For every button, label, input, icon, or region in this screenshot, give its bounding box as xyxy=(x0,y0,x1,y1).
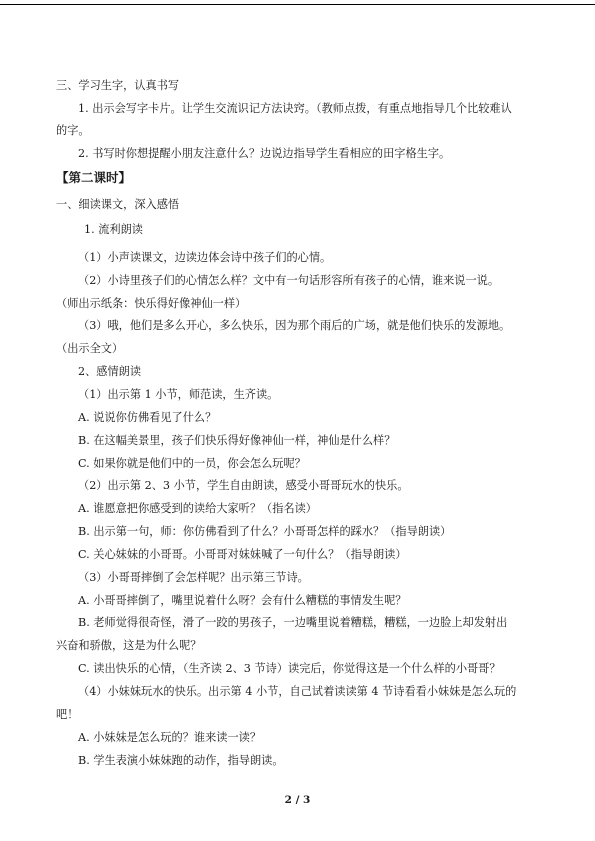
paragraph-line: 2. 书写时你想提醒小朋友注意什么？边说边指导学生看相应的田字格生字。 xyxy=(78,147,451,160)
list-item: B. 老师觉得很奇怪，滑了一跤的男孩子，一边嘴里说着糟糕，糟糕，一边脸上却发射出 xyxy=(78,616,508,629)
paragraph-line: 吧！ xyxy=(56,708,79,721)
paragraph-line: （出示全文） xyxy=(56,342,124,355)
list-item: B. 在这幅美景里，孩子们快乐得好像神仙一样，神仙是什么样？ xyxy=(78,434,396,447)
list-item: C. 如果你就是他们中的一员，你会怎么玩呢？ xyxy=(78,457,306,470)
paragraph-line: 1. 出示会写字卡片。让学生交流识记方法诀窍。（教师点拨，有重点地指导几个比较难认 xyxy=(78,102,512,115)
subheading-fluent-reading: 1. 流利朗读 xyxy=(84,223,143,236)
page-number: 2 / 3 xyxy=(284,794,311,806)
list-item: B. 出示第一句，师：你仿佛看到了什么？小哥哥怎样的踩水？（指导朗读） xyxy=(78,525,452,538)
section-heading-close-reading: 一、细读课文，深入感悟 xyxy=(56,198,180,211)
header-rule xyxy=(0,4,595,5)
paragraph-line: （2）出示第 2、3 小节，学生自由朗读，感受小哥哥玩水的快乐。 xyxy=(78,479,409,492)
paragraph-line: 兴奋和骄傲，这是为什么呢？ xyxy=(56,639,202,652)
subheading-emotional-reading: 2、感情朗读 xyxy=(78,365,142,378)
list-item: C. 关心妹妹的小哥哥。小哥哥对妹妹喊了一句什么？（指导朗读） xyxy=(78,548,407,561)
list-item: B. 学生表演小妹妹跑的动作，指导朗读。 xyxy=(78,754,284,767)
paragraph-line: （1）出示第 1 小节，师范读，生齐读。 xyxy=(78,388,279,401)
paragraph-line: （3）小哥哥摔倒了会怎样呢？出示第三节诗。 xyxy=(78,571,309,584)
list-item: A. 说说你仿佛看见了什么？ xyxy=(78,411,217,424)
paragraph-line: （3）哦，他们是多么开心，多么快乐，因为那个雨后的广场，就是他们快乐的发源地。 xyxy=(78,319,511,332)
list-item: A. 小妹妹是怎么玩的？谁来读一读？ xyxy=(78,731,262,744)
list-item: A. 小哥哥摔倒了，嘴里说着什么呀？会有什么糟糕的事情发生呢？ xyxy=(78,594,407,607)
list-item: A. 谁愿意把你感受到的读给大家听？（指名读） xyxy=(78,502,317,515)
paragraph-line: （2）小诗里孩子们的心情怎么样？文中有一句话形容所有孩子的心情，谁来说一说。 xyxy=(78,274,500,287)
paragraph-line: （4）小妹妹玩水的快乐。出示第 4 小节，自己试着读读第 4 节诗看看小妹妹是怎么玩的 xyxy=(78,685,517,698)
paragraph-line: （师出示纸条：快乐得好像神仙一样） xyxy=(56,297,247,310)
paragraph-line: 的字。 xyxy=(56,124,90,137)
paragraph-line: （1）小声读课文，边读边体会诗中孩子们的心情。 xyxy=(78,251,332,264)
lesson-heading-second-period: 【第二课时】 xyxy=(56,170,132,185)
list-item: C. 读出快乐的心情，（生齐读 2、3 节诗）读完后，你觉得这是一个什么样的小哥哥？ xyxy=(78,662,501,675)
section-heading-learn-characters: 三、学习生字，认真书写 xyxy=(56,79,180,92)
